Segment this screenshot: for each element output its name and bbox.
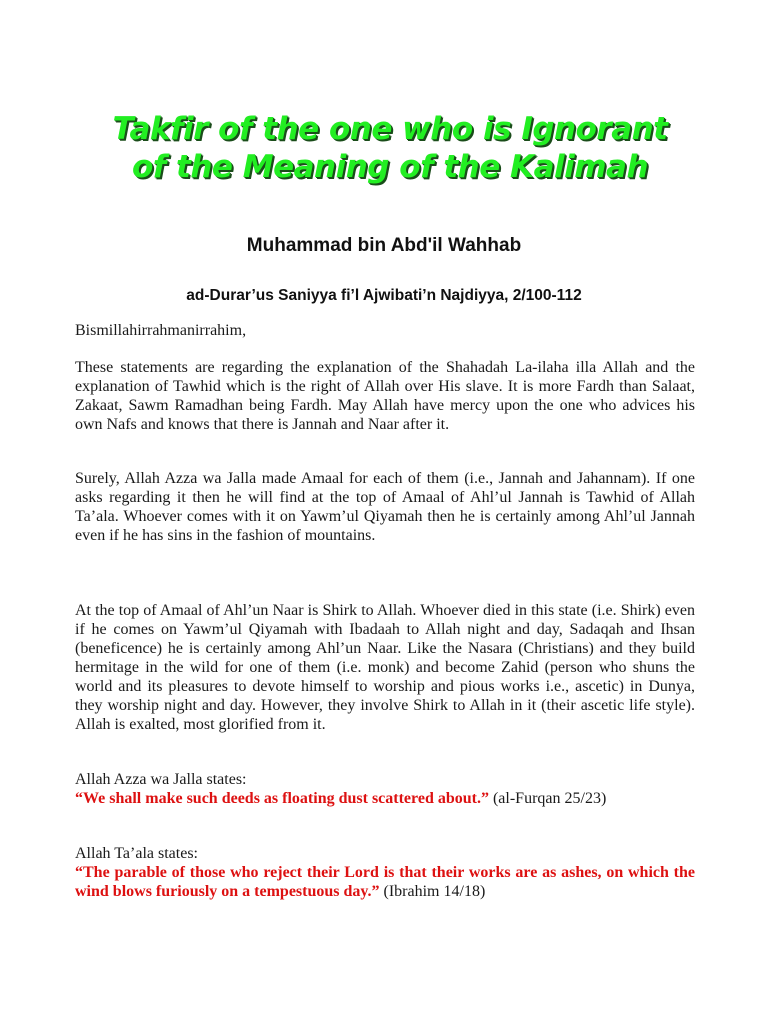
quote-1-intro: Allah Azza wa Jalla states:	[75, 771, 247, 788]
quote-2-text: “The parable of those who reject their Lord is that their works are as ashes, on which the wind blows furiously on a tempestuous day.”	[75, 864, 695, 900]
bismillah-line: Bismillahirrahmanirrahim,	[75, 322, 247, 339]
paragraph-amaal-naar: At the top of Amaal of Ahl’un Naar is Shirk to Allah. Whoever died in this state (i.e. Shirk) even if he comes on Yawm’ul Qiyamah with Ibadaah to Allah night and day, Sadaqah and Ihsan (beneficence) he is certainly among Ahl’un Naar. Like the Nasara (Christians) and they build hermitage in the wild for one of them (i.e. monk) and become Zahid (person who shuns the world and its pleasures to devote himself to worship and pious works i.e., ascetic) in Dunya, they worship night and day. However, they involve Shirk to Allah in it (their ascetic life style). Allah is exalted, most glorified from it.	[75, 602, 695, 733]
paragraph-amaal-jannah: Surely, Allah Azza wa Jalla made Amaal for each of them (i.e., Jannah and Jahannam). If one asks regarding it then he will find at the top of Amaal of Ahl’ul Jannah is Tawhid of Allah Ta’ala. Whoever comes with it on Yawm’ul Qiyamah then he is certainly among Ahl’ul Jannah even if he has sins in the fashion of mountains.	[75, 470, 695, 544]
paragraph-shahadah: These statements are regarding the explanation of the Shahadah La-ilaha illa Allah and the explanation of Tawhid which is the right of Allah over His slave. It is more Fardh than Salaat, Zakaat, Sawm Ramadhan being Fardh. May Allah have mercy upon the one who advices his own Nafs and knows that there is Jannah and Naar after it.	[75, 359, 695, 433]
title-line-1: Takfir of the one who is Ignorant	[112, 111, 668, 147]
quote-1-block	[75, 789, 695, 808]
quote-2-block	[75, 863, 695, 901]
title-line-2: of the Meaning of the Kalimah	[131, 149, 649, 185]
source-reference: ad-Durar’us Saniyya fi’l Ajwibati’n Najdiyya, 2/100-112	[186, 287, 582, 304]
quote-2-intro: Allah Ta’ala states:	[75, 845, 198, 862]
document-title	[60, 110, 720, 186]
quote-1-text: “We shall make such deeds as floating dust scattered about.”	[75, 790, 489, 807]
quote-1-reference: (al-Furqan 25/23)	[488, 790, 607, 807]
quote-2-reference: (Ibrahim 14/18)	[379, 883, 486, 900]
author-name: Muhammad bin Abd'il Wahhab	[246, 235, 522, 256]
